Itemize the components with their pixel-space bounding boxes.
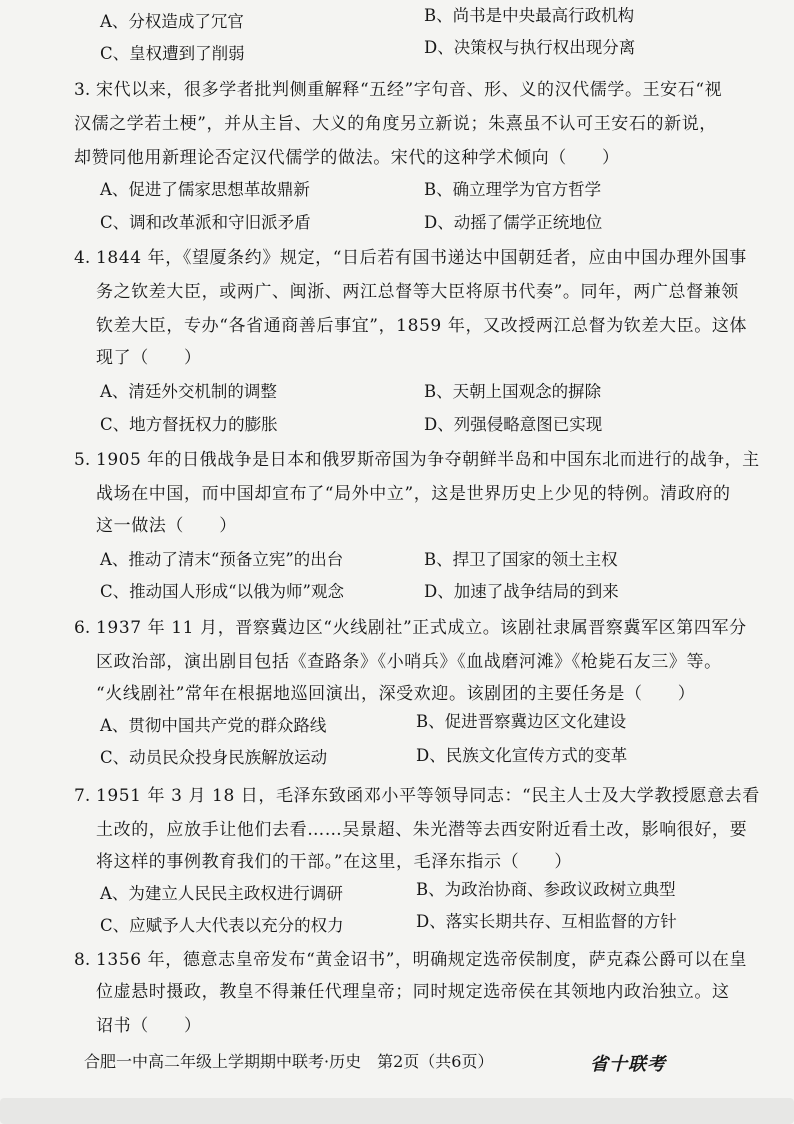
q4-option-a: A、清廷外交机制的调整	[100, 382, 277, 401]
q7-stem-line-2: 土改的，应放手让他们去看……吴景超、朱光潜等去西安附近看土改，影响很好，要	[96, 820, 748, 840]
q3-stem-line-2: 汉儒之学若土梗”，并从主旨、大义的角度另立新说；朱熹虽不认可王安石的新说，	[74, 114, 717, 134]
q4-number: 4.	[74, 248, 91, 268]
q6-option-b: B、促进晋察冀边区文化建设	[416, 712, 627, 731]
exam-stamp: 省十联考	[590, 1054, 666, 1075]
q5-stem-line-1: 1905 年的日俄战争是日本和俄罗斯帝国为争夺朝鲜半岛和中国东北而进行的战争，主	[96, 450, 760, 470]
q4-stem-line-2: 务之钦差大臣，或两广、闽浙、两江总督等大臣将原书代奏”。同年，两广总督兼领	[96, 282, 739, 302]
q6-stem-line-2: 区政治部，演出剧目包括《查路条》《小哨兵》《血战磨河滩》《枪毙石友三》等。	[96, 652, 722, 672]
q7-option-d: D、落实长期共存、互相监督的方针	[416, 912, 677, 931]
q3-option-b: B、确立理学为官方哲学	[424, 180, 602, 199]
q5-option-a: A、推动了清末“预备立宪”的出台	[100, 550, 344, 569]
q7-option-c: C、应赋予人大代表以充分的权力	[100, 916, 344, 935]
q6-option-a: A、贯彻中国共产党的群众路线	[100, 716, 327, 735]
scan-shadow	[0, 1098, 794, 1124]
q4-option-c: C、地方督抚权力的膨胀	[100, 415, 278, 434]
q8-stem-line-1: 1356 年，德意志皇帝发布“黄金诏书”，明确规定选帝侯制度，萨克森公爵可以在皇	[96, 950, 748, 970]
q5-option-c: C、推动国人形成“以俄为师”观念	[100, 582, 344, 601]
q8-stem-line-3: 诏书（ ）	[96, 1016, 202, 1036]
q4-option-d: D、列强侵略意图已实现	[424, 415, 603, 434]
q4-stem-line-1: 1844 年，《望厦条约》规定，“日后若有国书递达中国朝廷者，应由中国办理外国事	[96, 248, 747, 268]
q6-stem-line-1: 1937 年 11 月，晋察冀边区“火线剧社”正式成立。该剧社隶属晋察冀军区第四军分	[96, 618, 747, 638]
q5-stem-line-3: 这一做法（ ）	[96, 516, 237, 536]
q6-option-c: C、动员民众投身民族解放运动	[100, 748, 328, 767]
q5-option-d: D、加速了战争结局的到来	[424, 582, 619, 601]
q6-option-d: D、民族文化宣传方式的变革	[416, 746, 628, 765]
q6-number: 6.	[74, 618, 91, 638]
q4-option-b: B、天朝上国观念的摒除	[424, 382, 602, 401]
q6-stem-line-3: “火线剧社”常年在根据地巡回演出，深受欢迎。该剧团的主要任务是（ ）	[96, 684, 696, 704]
q2-option-b: B、尚书是中央最高行政机构	[424, 6, 635, 25]
q5-option-b: B、捍卫了国家的领土主权	[424, 550, 618, 569]
q8-number: 8.	[74, 950, 91, 970]
q2-option-a: A、分权造成了冗官	[100, 12, 244, 31]
q5-number: 5.	[74, 450, 91, 470]
q4-stem-line-3: 钦差大臣，专办“各省通商善后事宜”，1859 年，又改授两江总督为钦差大臣。这体	[96, 316, 748, 336]
q2-option-d: D、决策权与执行权出现分离	[424, 38, 636, 57]
q3-number: 3.	[74, 80, 91, 100]
q2-option-c: C、皇权遭到了削弱	[100, 44, 245, 63]
q8-stem-line-2: 位虚悬时摄政，教皇不得兼任代理皇帝；同时规定选帝侯在其领地内政治独立。这	[96, 982, 730, 1002]
q3-stem-line-3: 却赞同他用新理论否定汉代儒学的做法。宋代的这种学术倾向（ ）	[74, 148, 620, 168]
q3-option-d: D、动摇了儒学正统地位	[424, 213, 603, 232]
q4-stem-line-4: 现了（ ）	[96, 348, 202, 368]
q7-stem-line-3: 将这样的事例教育我们的干部。”在这里，毛泽东指示（ ）	[96, 852, 572, 872]
q3-option-c: C、调和改革派和守旧派矛盾	[100, 213, 311, 232]
q7-option-a: A、为建立人民民主政权进行调研	[100, 884, 343, 903]
q7-stem-line-1: 1951 年 3 月 18 日，毛泽东致函邓小平等领导同志：“民主人士及大学教授愿意去看	[96, 786, 760, 806]
q5-stem-line-2: 战场在中国，而中国却宣布了“局外中立”，这是世界历史上少见的特例。清政府的	[96, 484, 731, 504]
q3-option-a: A、促进了儒家思想革故鼎新	[100, 180, 310, 199]
q7-number: 7.	[74, 786, 91, 806]
q3-stem-line-1: 宋代以来，很多学者批判侧重解释“五经”字句音、形、义的汉代儒学。王安石“视	[96, 80, 723, 100]
q7-option-b: B、为政治协商、参政议政树立典型	[416, 880, 676, 899]
page-footer: 合肥一中高二年级上学期期中联考·历史 第2页（共6页）	[84, 1052, 494, 1071]
